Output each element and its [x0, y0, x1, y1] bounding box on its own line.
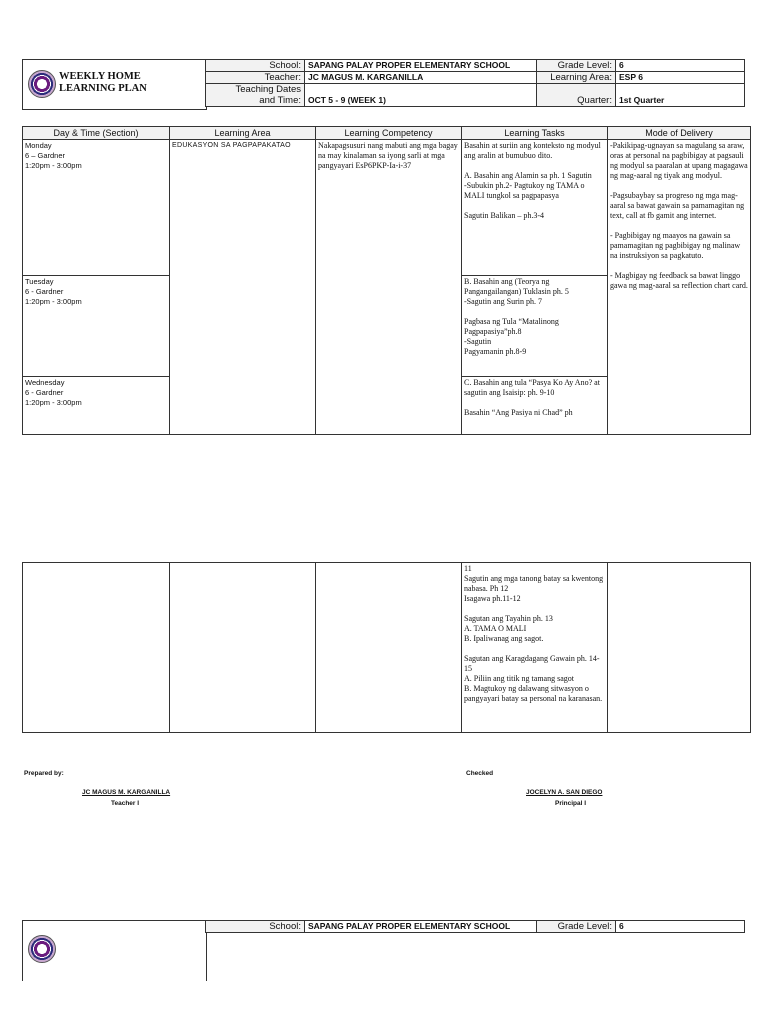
prepared-by-name: JC MAGUS M. KARGANILLA — [82, 789, 171, 796]
prepared-by-title: Teacher I — [111, 800, 140, 807]
deped-seal-icon — [28, 70, 56, 98]
grade-value-2: 6 — [616, 921, 745, 933]
continuation-day-cell — [23, 563, 170, 733]
header2-logo-box — [22, 920, 207, 981]
continuation-delivery-cell — [608, 563, 751, 733]
header-logo-box — [22, 59, 207, 110]
school-label-2: School: — [206, 921, 305, 933]
plan-table — [22, 126, 751, 435]
day-tuesday: Tuesday 6 - Gardner 1:20pm - 3:00pm — [23, 276, 170, 377]
checked-by-label: Checked — [466, 770, 494, 777]
col-header-tasks: Learning Tasks — [462, 127, 608, 140]
quarter-label: Quarter: — [537, 84, 616, 107]
school-value: SAPANG PALAY PROPER ELEMENTARY SCHOOL — [305, 60, 537, 72]
quarter-value: 1st Quarter — [616, 84, 745, 107]
checked-by-title: Principal I — [555, 800, 587, 807]
dates-value: OCT 5 - 9 (WEEK 1) — [305, 84, 537, 107]
delivery-cell: -Pakikipag-ugnayan sa magulang sa araw, oras at personal na pagbibigay at pagsauli ng modyul sa paaralan at upang magagawa ng mag-aaral ng tiyak ang modyul. -Pagsubaybay sa progreso ng mga mag-aaral sa bawat gawain sa pamamagitan ng text, call at fb gamit ang internet. - Pagbibigay ng maayos na gawain sa pamamagitan ng pagbibigay ng malinaw na instruksiyon sa pagkatuto. - Magbigay ng feedback sa bawat linggo gawa ng mag-aaral sa reflection chart card. — [608, 140, 751, 435]
day-wednesday: Wednesday 6 - Gardner 1:20pm - 3:00pm — [23, 377, 170, 435]
prepared-by-label: Prepared by: — [24, 770, 64, 777]
grade-value: 6 — [616, 60, 745, 72]
tasks-monday: Basahin at suriin ang konteksto ng modyul ang aralin at bumubuo dito. A. Basahin ang Alamin sa ph. 1 Sagutin -Subukin ph.2- Pagtukoy ng TAMA o MALI tungkol sa pagpapasya Sagutin Balikan – ph.3-4 — [462, 140, 608, 276]
continuation-tasks-cell: 11 Sagutin ang mga tanong batay sa kwentong nabasa. Ph 12 Isagawa ph.11-12 Sagutan ang Tayahin ph. 13 A. TAMA O MALI B. Ipaliwanag ang sagot. Sagutan ang Karagdagang Gawain ph. 14-15 A. Piliin ang titik ng tamang sagot B. Magtukoy ng dalawang sitwasyon o pangyayari batay sa personal na karanasan. — [462, 563, 608, 733]
school-label: School: — [206, 60, 305, 72]
col-header-competency: Learning Competency — [316, 127, 462, 140]
header2-info-table — [205, 920, 745, 933]
dates-label: Teaching Dates and Time: — [206, 84, 305, 107]
continuation-competency-cell — [316, 563, 462, 733]
school-value-2: SAPANG PALAY PROPER ELEMENTARY SCHOOL — [305, 921, 537, 933]
teacher-value: JC MAGUS M. KARGANILLA — [305, 72, 537, 84]
area-label: Learning Area: — [537, 72, 616, 84]
checked-by-name: JOCELYN A. SAN DIEGO — [526, 789, 603, 796]
col-header-delivery: Mode of Delivery — [608, 127, 751, 140]
grade-label-2: Grade Level: — [537, 921, 616, 933]
tasks-wednesday: C. Basahin ang tula “Pasya Ko Ay Ano? at sagutin ang Isaisip: ph. 9-10 Basahin “Ang Pasiya ni Chad” ph — [462, 377, 608, 435]
col-header-area: Learning Area — [170, 127, 316, 140]
grade-label: Grade Level: — [537, 60, 616, 72]
teacher-label: Teacher: — [206, 72, 305, 84]
continuation-area-cell — [170, 563, 316, 733]
header-info-table — [205, 59, 745, 107]
plan-title: WEEKLY HOME LEARNING PLAN — [59, 71, 147, 94]
continuation-table — [22, 562, 751, 733]
tasks-tuesday: B. Basahin ang (Teorya ng Pangangailangan) Tuklasin ph. 5 -Sagutin ang Surin ph. 7 Pagbasa ng Tula “Matalinong Pagpapasiya”ph.8 -Sagutin Pagyamanin ph.8-9 — [462, 276, 608, 377]
col-header-day: Day & Time (Section) — [23, 127, 170, 140]
day-monday: Monday 6 – Gardner 1:20pm - 3:00pm — [23, 140, 170, 276]
area-value: ESP 6 — [616, 72, 745, 84]
competency-cell: Nakapagsusuri nang mabuti ang mga bagay na may kinalaman sa iyong sarli at mga pangyayari EsP6PKP-Ia-i-37 — [316, 140, 462, 435]
deped-seal-icon-2 — [28, 935, 56, 963]
learning-area-cell: EDUKASYON SA PAGPAPAKATAO — [170, 140, 316, 435]
